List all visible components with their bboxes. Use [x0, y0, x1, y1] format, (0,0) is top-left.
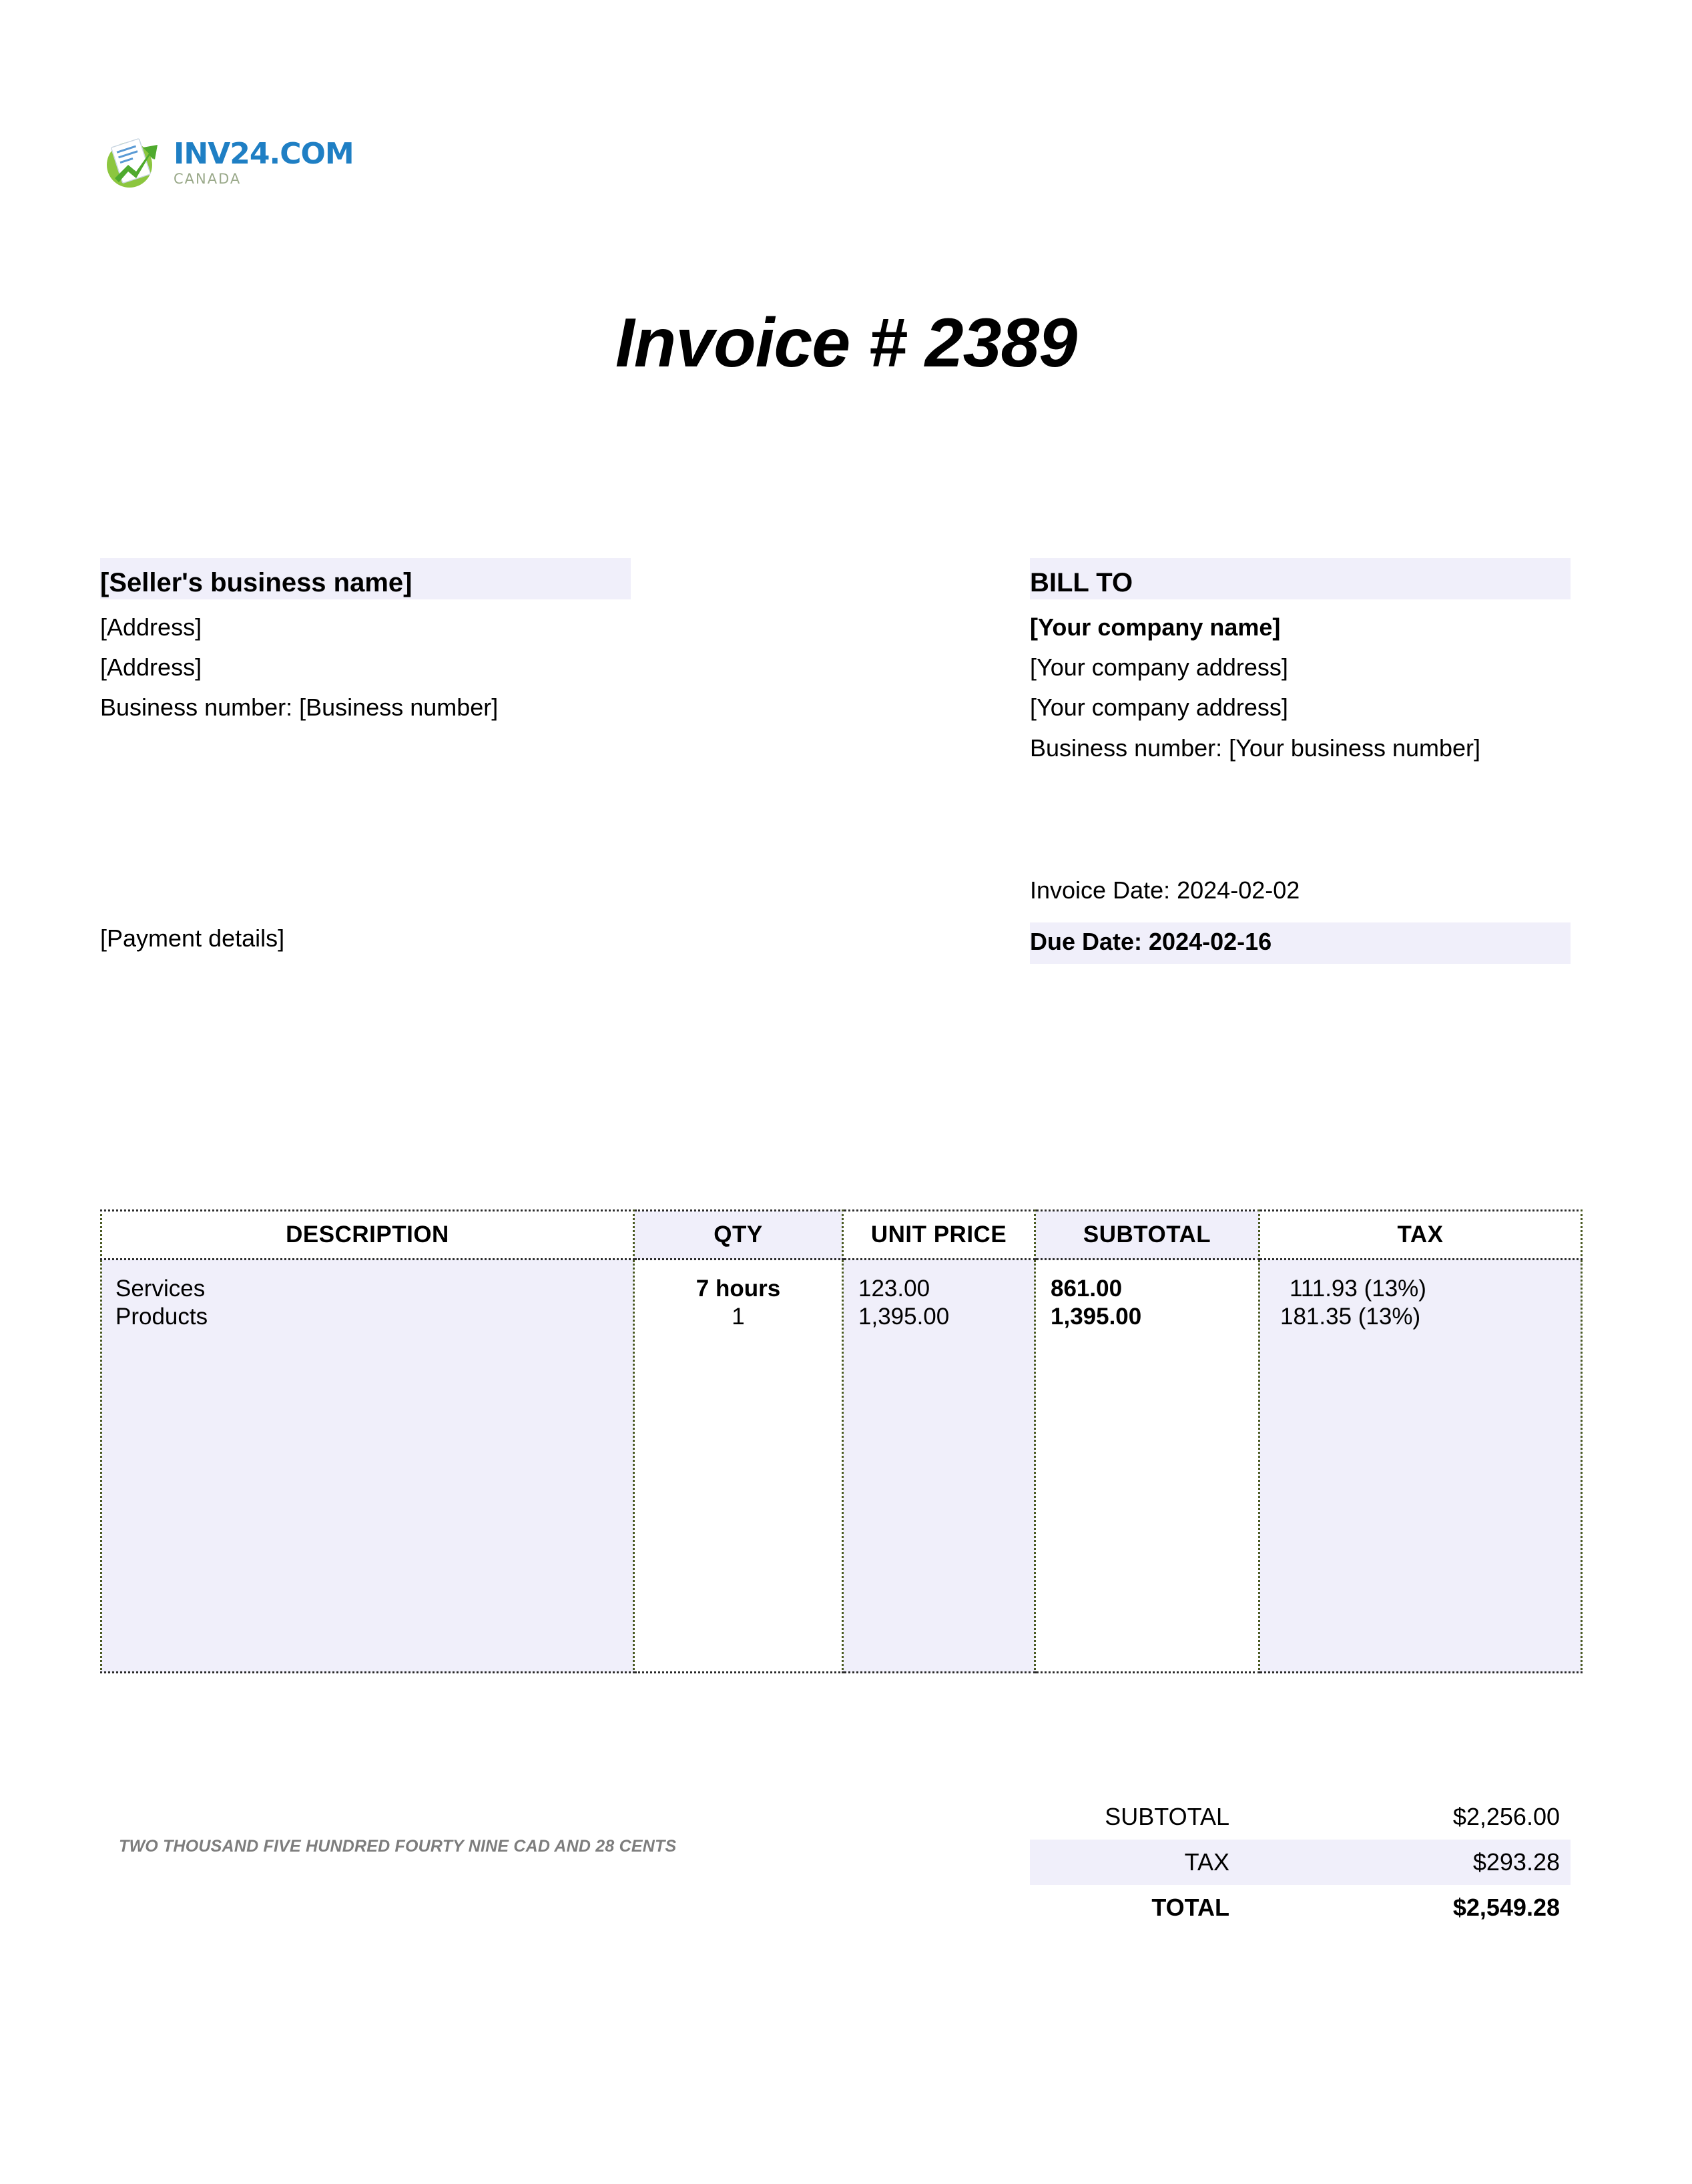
item-tax-2: 181.35 (13%): [1280, 1304, 1421, 1330]
line-items-table: [100, 1209, 1583, 1673]
bill-to-heading: BILL TO: [1030, 568, 1133, 597]
column-header-qty: QTY: [634, 1211, 843, 1260]
cell-description: [101, 1260, 634, 1673]
totals-row-tax: [1030, 1840, 1571, 1885]
seller-address-line-2: [Address]: [100, 653, 202, 681]
item-subtotal-1: 861.00: [1051, 1276, 1123, 1302]
table-row: [101, 1260, 1582, 1673]
total-label: TOTAL: [1151, 1894, 1229, 1921]
subtotal-label: SUBTOTAL: [1105, 1803, 1229, 1830]
totals-row-total: [1030, 1885, 1571, 1930]
item-description-1: Services: [115, 1276, 206, 1302]
column-header-description: DESCRIPTION: [101, 1211, 634, 1260]
item-description-2: Products: [115, 1304, 208, 1330]
seller-name: [Seller's business name]: [100, 568, 412, 597]
totals-row-subtotal: [1030, 1794, 1571, 1840]
cell-qty: [634, 1260, 843, 1673]
tax-value: $293.28: [1472, 1848, 1560, 1876]
seller-address-line-1: [Address]: [100, 613, 202, 641]
bill-to-company-name: [Your company name]: [1030, 613, 1281, 641]
bill-to-business-number: Business number: [Your business number]: [1030, 734, 1481, 762]
column-header-unit-price: UNIT PRICE: [843, 1211, 1035, 1260]
cell-subtotal: [1035, 1260, 1259, 1673]
table-header-row: [101, 1211, 1582, 1260]
brand-logo: [100, 129, 354, 193]
bill-to-address-line-1: [Your company address]: [1030, 653, 1288, 681]
bill-to-address-line-2: [Your company address]: [1030, 694, 1288, 722]
seller-block: [100, 561, 634, 728]
cell-tax: [1259, 1260, 1582, 1673]
inv24-logo-icon: [100, 129, 164, 193]
subtotal-value: $2,256.00: [1452, 1803, 1560, 1830]
cell-unit-price: [843, 1260, 1035, 1673]
invoice-date: Invoice Date: 2024-02-02: [1030, 876, 1300, 904]
totals-block: [1030, 1794, 1571, 1930]
brand-name: INV24.COM: [174, 137, 354, 171]
tax-label: TAX: [1184, 1848, 1229, 1876]
bill-to-block: [1030, 561, 1571, 768]
column-header-tax: TAX: [1259, 1211, 1582, 1260]
item-tax-1: 111.93 (13%): [1290, 1276, 1426, 1302]
item-subtotal-2: 1,395.00: [1051, 1304, 1142, 1330]
item-qty-2: 1: [732, 1304, 745, 1330]
item-unit-price-2: 1,395.00: [858, 1304, 950, 1330]
brand-region: CANADA: [174, 171, 242, 187]
total-value: $2,549.28: [1452, 1894, 1560, 1921]
column-header-subtotal: SUBTOTAL: [1035, 1211, 1259, 1260]
page-title: Invoice # 2389: [615, 304, 1077, 382]
brand-wordmark: [174, 135, 354, 186]
amount-in-words: TWO THOUSAND FIVE HUNDRED FOURTY NINE CAD AND 28 CENTS: [119, 1837, 677, 1856]
due-date: Due Date: 2024-02-16: [1030, 928, 1272, 955]
seller-business-number: Business number: [Business number]: [100, 694, 499, 722]
line-items-body: [101, 1260, 1582, 1673]
line-items-header: [101, 1211, 1582, 1260]
payment-details: [Payment details]: [100, 924, 285, 952]
item-qty-1: 7 hours: [695, 1276, 781, 1302]
item-unit-price-1: 123.00: [858, 1276, 930, 1302]
